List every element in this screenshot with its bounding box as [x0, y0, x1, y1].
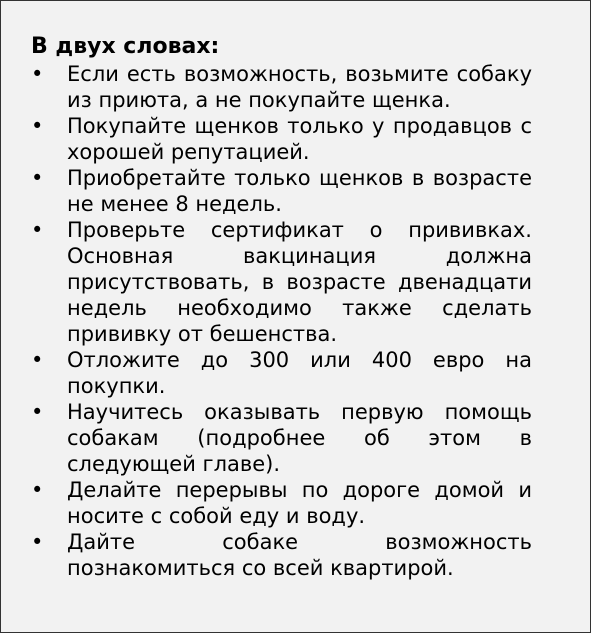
summary-title: В двух словах: [31, 34, 220, 59]
list-item-text: Дайте собаке возможность познакомиться со всей квартирой. [67, 530, 532, 580]
bullet-icon: • [31, 62, 44, 86]
list-item [31, 61, 532, 113]
list-item-text: Отложите до 300 или 400 евро на покупки. [67, 348, 532, 398]
list-item [31, 529, 532, 581]
list-item-text: Делайте перерывы по дороге домой и носите с собой еду и воду. [67, 478, 532, 528]
list-item [31, 347, 532, 399]
bullet-icon: • [31, 114, 44, 138]
list-item-text: Проверьте сертификат о прививках. Основная вакцинация должна присутствовать, в возрасте двенадцати недель необходимо также сделать прививку от бешенства. [67, 218, 532, 346]
list-item [31, 165, 532, 217]
summary-list [31, 61, 532, 581]
bullet-icon: • [31, 166, 44, 190]
list-item-text: Покупайте щенков только у продавцов с хорошей репутацией. [67, 114, 532, 164]
list-item [31, 217, 532, 347]
bullet-icon: • [31, 478, 44, 502]
list-item-text: Приобретайте только щенков в возрасте не менее 8 недель. [67, 166, 532, 216]
list-item-text: Если есть возможность, возьмите собаку из приюта, а не покупайте щенка. [67, 62, 532, 112]
list-item [31, 477, 532, 529]
bullet-icon: • [31, 218, 44, 242]
bullet-icon: • [31, 400, 44, 424]
bullet-icon: • [31, 530, 44, 554]
bullet-icon: • [31, 348, 44, 372]
list-item [31, 399, 532, 477]
list-item-text: Научитесь оказывать первую помощь собакам (подробнее об этом в следующей главе). [67, 400, 532, 476]
list-item [31, 113, 532, 165]
